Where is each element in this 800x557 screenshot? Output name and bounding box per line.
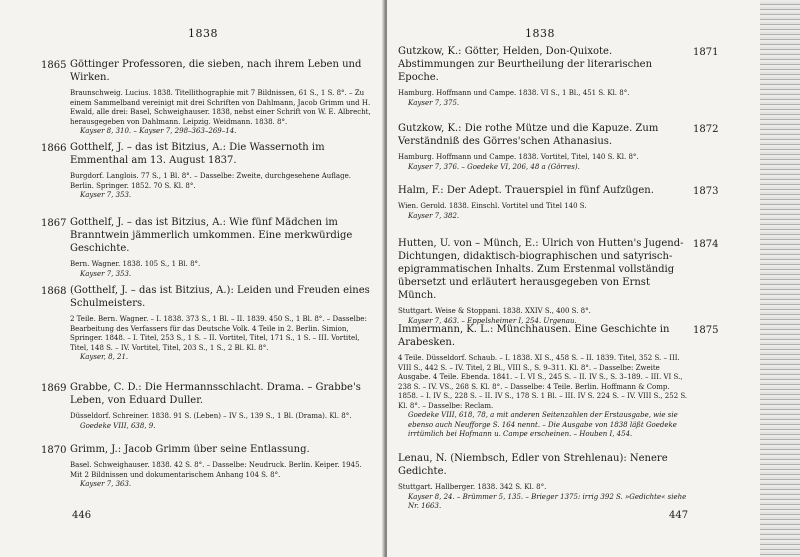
entry-title: Grimm, J.: Jacob Grimm über seine Entlassung.	[70, 444, 310, 455]
entry-details: Hamburg. Hoffmann und Campe. 1838. VI S., 1 Bl., 451 S. Kl. 8°.	[398, 89, 630, 97]
entry-number: 1869	[41, 383, 67, 394]
entry-references: Kayser, 8, 21.	[80, 353, 129, 361]
entry-title: Hutten, U. von – Münch, E.: Ulrich von Hutten's Jugend-Dichtungen, didaktisch-biographischen und satyrisch-epigrammatischen Inhalts. Zum Erstenmal vollständig übersetzt und erläutert herausgegeben von Ernst Münch.	[398, 238, 684, 301]
catalog-entry	[398, 237, 688, 326]
entry-details: Stuttgart. Hallberger. 1838. 342 S. Kl. 8°.	[398, 483, 547, 491]
entry-references: Kayser 8, 310. – Kayser 7, 298–363–269–14.	[80, 127, 237, 135]
catalog-entry	[398, 122, 688, 172]
left-page-number: 446	[72, 510, 92, 521]
entry-title: Gutzkow, K.: Die rothe Mütze und die Kapuze. Zum Verständniß des Görres'schen Athanasius.	[398, 123, 659, 147]
entry-details: Braunschweig. Lucius. 1838. Titellithographie mit 7 Bildnissen, 61 S., 1 S. 8°. – Zu einem Sammelband vereinigt mit drei Schriften von Dahlmann, Jacob Grimm und H. Ewald, alle drei: Basel, Schweighauser. 1838, nebst einer Schrift von W. E. Albrecht, herausgegeben von Dahlmann. Leipzig. Weidmann. 1838. 8°.	[70, 89, 371, 126]
entry-references: Kayser 7, 382.	[408, 211, 460, 220]
right-page-number: 447	[669, 510, 689, 521]
entry-references: Kayser 7, 463. – Eppelsheimer I, 254. Urgenau.	[408, 316, 577, 325]
entry-references: Goedeke VIII, 618, 78, a mit anderen Seitenzahlen der Erstausgabe, wie sie ebenso auch Neufforge S. 164 nennt. – Die Ausgabe von 1838 läßt Goedeke irrtümlich bei Hofmann u. Campe erscheinen. – Houben I, 454.	[408, 411, 678, 438]
entry-number: 1865	[41, 60, 67, 71]
entry-details: Hamburg. Hoffmann und Campe. 1838. Vortitel, Titel, 140 S. Kl. 8°.	[398, 153, 639, 161]
entry-number: 1875	[693, 325, 719, 336]
entry-title: (Gotthelf, J. – das ist Bitzius, A.): Leiden und Freuden eines Schulmeisters.	[70, 285, 370, 309]
entry-number: 1867	[41, 218, 67, 229]
catalog-entry	[398, 452, 688, 512]
entry-number: 1874	[693, 239, 719, 250]
entry-details: Basel. Schweighauser. 1838. 42 S. 8°. – Dasselbe: Neudruck. Berlin. Keiper. 1945. Mit 2 Bildnissen und dokumentarischem Anhang 104 S. 8°.	[70, 461, 362, 479]
left-page	[0, 0, 385, 557]
entry-title: Lenau, N. (Niembsch, Edler von Strehlenau): Nenere Gedichte.	[398, 453, 668, 477]
catalog-entry	[70, 216, 375, 279]
catalog-entry	[398, 45, 688, 108]
entry-number: 1871	[693, 47, 719, 58]
entry-references: Kayser 7, 376. – Goedeke VI, 206, 48 a (Görres).	[408, 162, 580, 171]
entry-title: Gotthelf, J. – das ist Bitzius, A.: Wie fünf Mädchen im Branntwein jämmerlich umkommen. Eine merkwürdige Geschichte.	[70, 217, 353, 254]
entry-references: Kayser 7, 353.	[80, 191, 132, 199]
entry-references: Kayser 7, 375.	[408, 98, 460, 107]
entry-references: Goedeke VIII, 638, 9.	[80, 421, 156, 430]
catalog-entry	[70, 443, 375, 490]
entry-details: 4 Teile. Düsseldorf. Schaub. – I. 1838. XI S., 458 S. – II. 1839. Titel, 352 S. – III. VIII S., 442 S. – IV. Titel, 2 Bl., VIII S., S. 9–311. Kl. 8°. – Dasselbe: Zweite Ausgabe. 4 Teile. Ebenda. 1841. – I. VI S., 245 S. – II. IV S., S. 3–189. – III. VI S., 238 S. – IV. VS., 268 S. Kl. 8°. – Dasselbe: 4 Teile. Berlin. Hoffmann & Comp. 1858. – I. IV S., 228 S. – II. IV S., 178 S. 1 Bl. – III. IV S. 224 S. – IV. VIII S., 252 S. Kl. 8°. – Dasselbe: Reclam.	[398, 354, 688, 410]
entry-number: 1868	[41, 286, 67, 297]
entry-details: Düsseldorf. Schreiner. 1838. 91 S. (Leben) – IV S., 139 S., 1 Bl. (Drama). Kl. 8°.	[70, 412, 352, 420]
entry-references: Kayser 7, 363.	[80, 480, 132, 488]
entry-details: Burgdorf. Langlois. 77 S., 1 Bl. 8°. – Dasselbe: Zweite, durchgesehene Auflage. Berlin. Springer. 1852. 70 S. Kl. 8°.	[70, 172, 351, 190]
entry-references: Kayser 8, 24. – Brümmer 5, 135. – Brieger 1375: irrig 392 S. »Gedichte« siehe Nr. 1663.	[408, 492, 687, 510]
catalog-entry	[70, 284, 375, 363]
entry-details: Bern. Wagner. 1838. 105 S., 1 Bl. 8°.	[70, 260, 201, 268]
entry-number: 1873	[693, 186, 719, 197]
catalog-entry	[398, 323, 688, 440]
catalog-entry	[398, 184, 688, 221]
right-header-year: 1838	[525, 27, 555, 40]
entry-details: 2 Teile. Bern. Wagner. – I. 1838. 373 S., 1 Bl. – II. 1839. 450 S., 1 Bl. 8°. – Dasselbe: Bearbeitung des Verfassers für das Deutsche Volk. 4 Teile in 2. Berlin. Simion, Springer. 1848. – I. Titel, 253 S., 1 S. – II. Vortitel, Titel, 171 S., 1 S. – III. Vortitel, Titel, 148 S. – IV. Vortitel, Titel, 203 S., 1 S., 2 Bl. Kl. 8°.	[70, 315, 367, 352]
catalog-entry	[70, 141, 375, 201]
entry-details: Stuttgart. Weise & Stoppani. 1838. XXIV S., 400 S. 8°.	[398, 307, 591, 315]
entry-title: Gutzkow, K.: Götter, Helden, Don-Quixote. Abstimmungen zur Beurtheilung der literarischen Epoche.	[398, 46, 653, 83]
entry-number: 1866	[41, 143, 67, 154]
entry-title: Göttinger Professoren, die sieben, nach ihrem Leben und Wirken.	[70, 59, 362, 83]
entry-title: Grabbe, C. D.: Die Hermannsschlacht. Drama. – Grabbe's Leben, von Eduard Duller.	[70, 382, 361, 406]
entry-number: 1870	[41, 445, 67, 456]
entry-title: Immermann, K. L.: Münchhausen. Eine Geschichte in Arabesken.	[398, 324, 670, 348]
entry-title: Halm, F.: Der Adept. Trauerspiel in fünf Aufzügen.	[398, 185, 654, 196]
entry-number: 1872	[693, 124, 719, 135]
right-page	[387, 0, 800, 557]
catalog-entry	[70, 381, 375, 431]
scan-edge-noise	[760, 0, 800, 557]
catalog-entry	[70, 58, 375, 137]
entry-details: Wien. Gerold. 1838. Einschl. Vortitel und Titel 140 S.	[398, 202, 587, 210]
entry-title: Gotthelf, J. – das ist Bitzius, A.: Die Wassernoth im Emmenthal am 13. August 1837.	[70, 142, 325, 166]
left-header-year: 1838	[188, 27, 218, 40]
entry-references: Kayser 7, 353.	[80, 269, 132, 278]
